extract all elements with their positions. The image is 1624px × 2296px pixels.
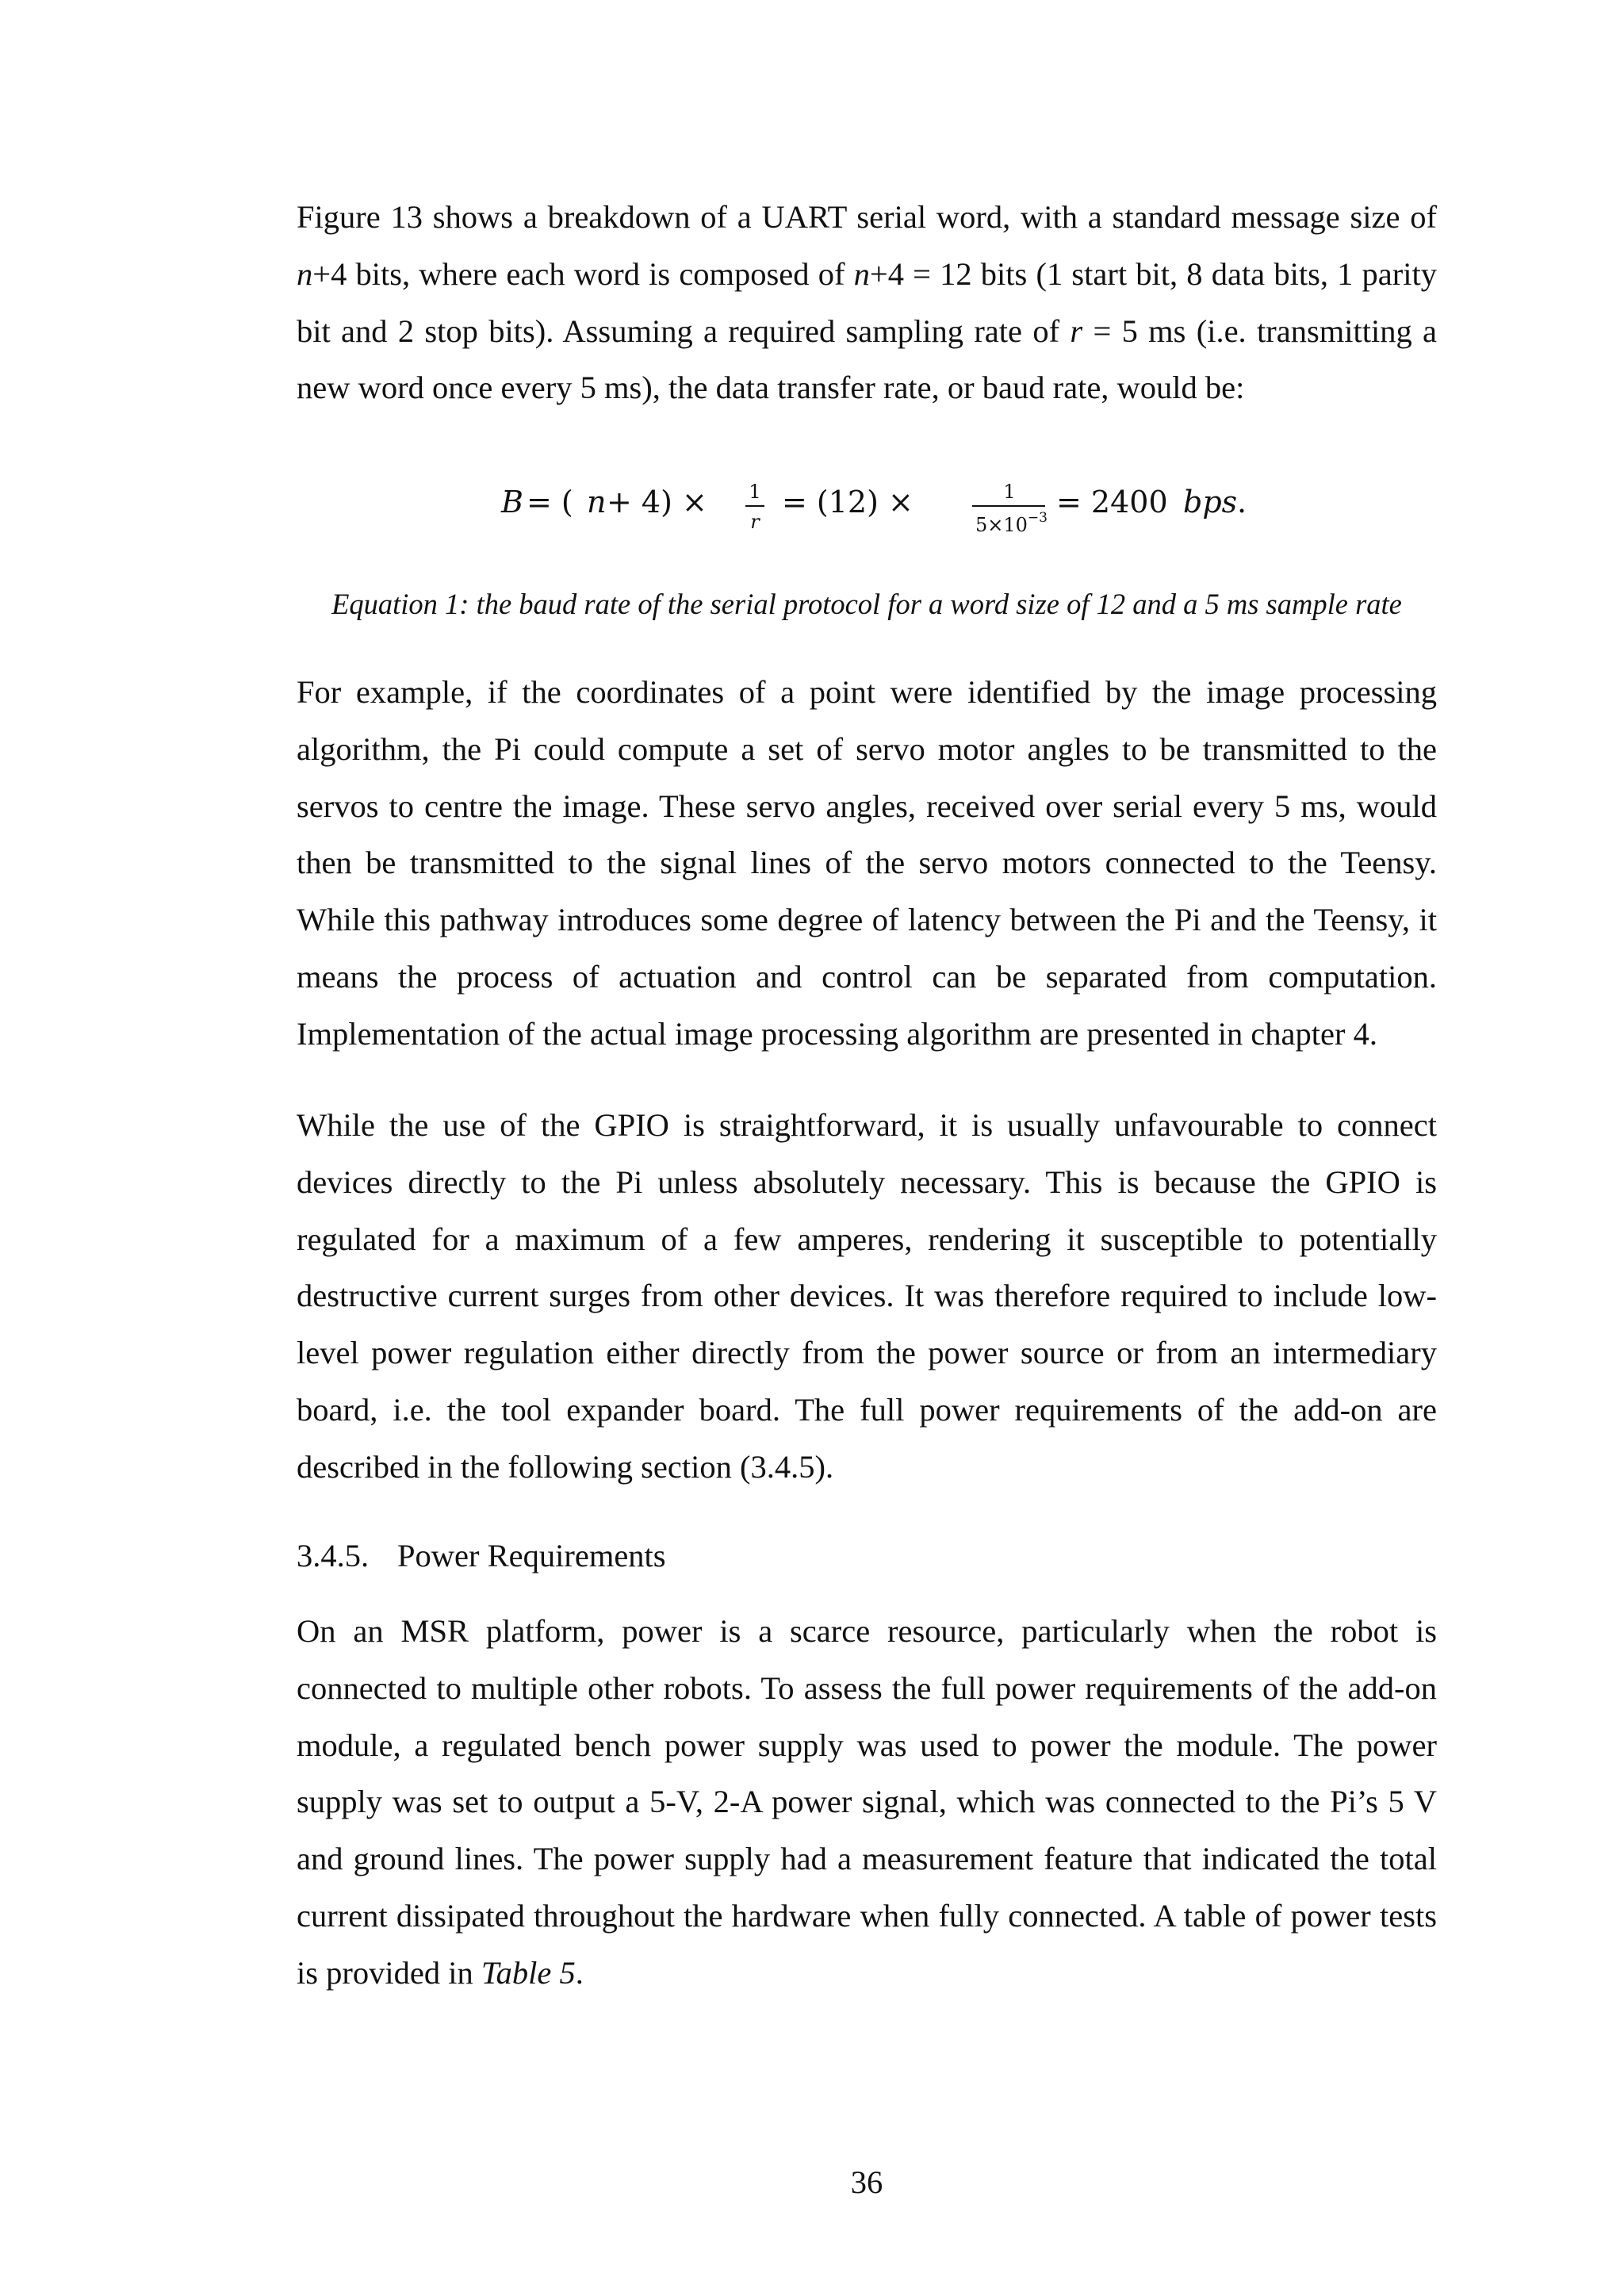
equation-lhs: B — [501, 485, 523, 519]
table-reference: Table 5 — [481, 1954, 576, 1991]
equation-result: = 2400 — [1056, 485, 1168, 519]
variable-n: n — [853, 255, 870, 292]
equation-graphic — [297, 474, 1437, 546]
paragraph-gpio: While the use of the GPIO is straightforward, it is usually unfavourable to connect devices directly to the Pi unless absolutely necessary. This is because the GPIO is regulated for a maximum of a few amperes, rendering it susceptible to potentially destructive current surges from other devices. It was therefore required to include low-level power regulation either directly from the power source or from an intermediary board, i.e. the tool expander board. The full power requirements of the add-on are described in the following section (3.4.5). — [297, 1107, 1437, 1485]
fraction1-numerator: 1 — [749, 481, 761, 503]
paragraph-text: +4 bits, where each word is composed of — [312, 255, 854, 292]
paragraph-uart-word — [297, 189, 1437, 416]
fraction1-denominator: r — [750, 511, 760, 533]
equation-caption: Equation 1: the baud rate of the serial protocol for a word size of 12 and a 5 ms sample rate — [331, 588, 1402, 620]
section-heading — [297, 1535, 666, 1577]
section-number: 3.4.5. — [297, 1538, 370, 1573]
paragraph-text: = 5 ms (i.e. transmitting a new word once every 5 ms), the data transfer rate, or baud rate, would be: — [297, 312, 1438, 406]
paragraph-text: On an MSR platform, power is a scarce resource, particularly when the robot is connected to multiple other robots. To assess the full power requirements of the add-on module, a regulated bench power supply was used to power the module. The power supply was set to output a 5-V, 2-A power signal, which was connected to the Pi’s 5 V and ground lines. The power supply had a measurement feature that indicated the total current dissipated throughout the hardware when fully connected. A table of power tests is provided in — [297, 1613, 1437, 1991]
paragraph-power — [297, 1603, 1437, 2002]
equation-middle: = (12) × — [782, 485, 914, 519]
paragraph-text: +4 = 12 bits (1 start bit, 8 data bits, 1 parity bit and 2 stop bits). Assuming a required sampling rate of — [297, 255, 1438, 349]
fraction2-denominator-base: 5×10 — [975, 514, 1028, 536]
page-number: 36 — [850, 2164, 883, 2200]
paragraph-text: Figure 13 shows a breakdown of a UART serial word, with a standard message size of — [297, 199, 1437, 235]
paragraph-servo-example: For example, if the coordinates of a point were identified by the image processing algorithm, the Pi could compute a set of servo motor angles to be transmitted to the servos to centre the image. These servo angles, received over serial every 5 ms, would then be transmitted to the signal lines of the servo motors connected to the Teensy. While this pathway introduces some degree of latency between the Pi and the Teensy, it means the process of actuation and control can be separated from computation. Implementation of the actual image processing algorithm are presented in chapter 4. — [297, 674, 1437, 1052]
equation-open: = ( — [527, 485, 573, 519]
fraction2-numerator: 1 — [1003, 481, 1016, 503]
variable-n: n — [297, 255, 313, 292]
equation-n: n — [587, 485, 607, 519]
equation-unit: bps — [1183, 485, 1238, 519]
equation-period: . — [1237, 485, 1247, 519]
fraction2-denominator — [975, 510, 1048, 536]
paragraph-text: . — [575, 1954, 584, 1991]
variable-r: r — [1070, 312, 1083, 349]
baud-rate-equation — [297, 474, 1437, 546]
fraction2-denominator-exponent: −3 — [1027, 510, 1048, 526]
section-title: Power Requirements — [397, 1538, 666, 1573]
equation-plus4: + 4) × — [607, 485, 707, 519]
